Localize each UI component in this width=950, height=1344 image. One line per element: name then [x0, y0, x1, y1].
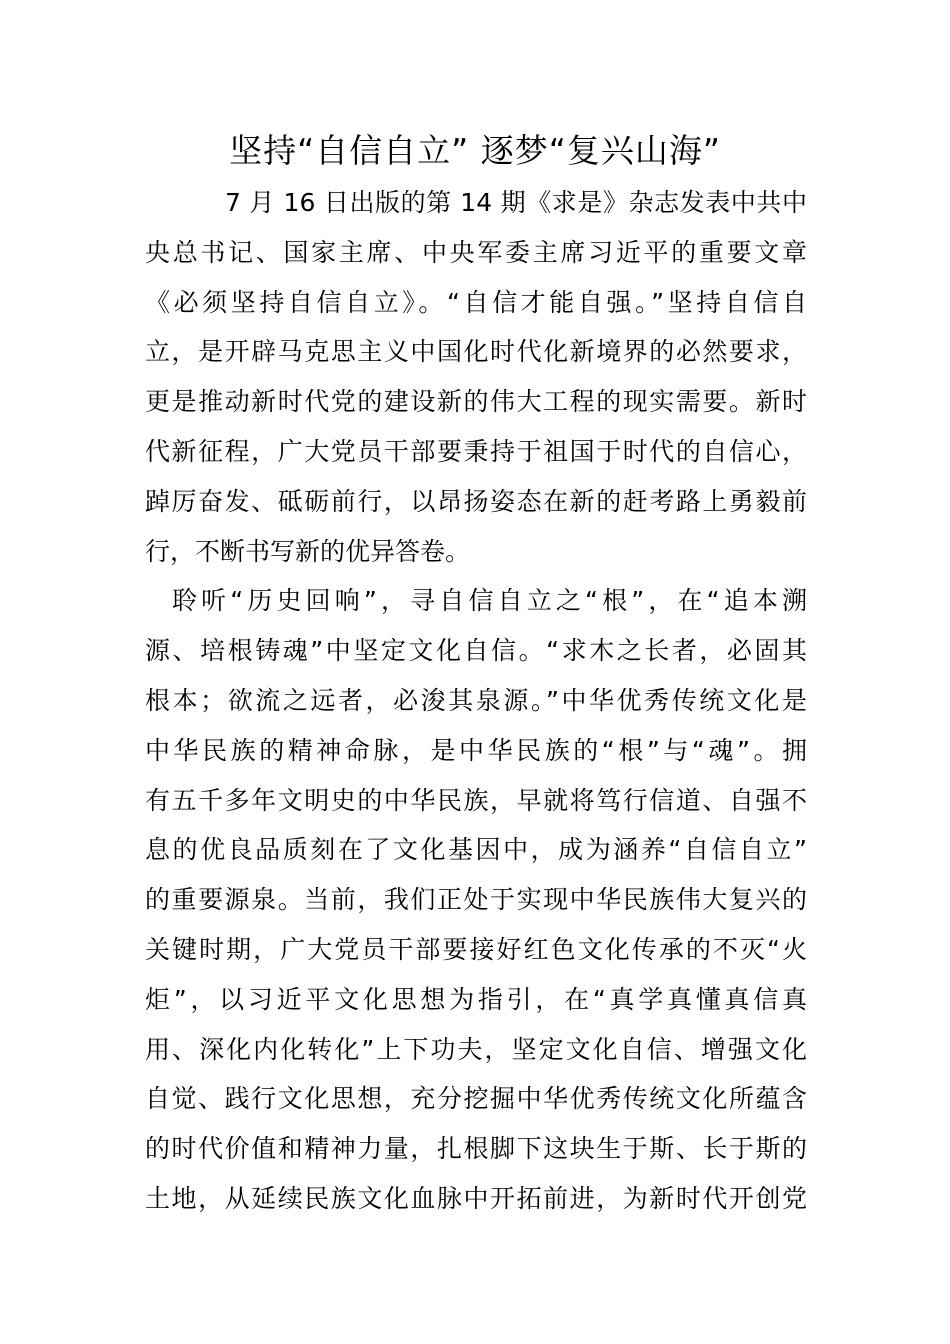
- paragraph-1: [145, 178, 807, 576]
- document-title: 坚持“自信自立” 逐梦“复兴山海”: [229, 131, 721, 170]
- text-line: 7 月 16 日出版的第 14 期《求是》杂志发表中共中: [225, 188, 807, 217]
- text-line: 代新征程，广大党员干部要秉持于祖国于时代的自信心，: [145, 436, 807, 466]
- text-line: 关键时期，广大党员干部要接好红色文化传承的不灭“火: [145, 934, 807, 964]
- text-line: 的重要源泉。当前，我们正处于实现中华民族伟大复兴的: [145, 885, 807, 915]
- text-line: 行，不断书写新的优异答卷。: [145, 536, 471, 566]
- text-line: 自觉、践行文化思想，充分挖掘中华优秀传统文化所蕴含: [145, 1084, 807, 1114]
- text-line: 央总书记、国家主席、中央军委主席习近平的重要文章: [145, 237, 807, 267]
- text-line: 根本；欲流之远者，必浚其泉源。”中华优秀传统文化是: [145, 685, 807, 715]
- paragraph-2: [145, 576, 807, 1223]
- text-line: 更是推动新时代党的建设新的伟大工程的现实需要。新时: [145, 387, 807, 417]
- text-line: 的时代价值和精神力量，扎根脚下这块生于斯、长于斯的: [145, 1134, 807, 1164]
- text-line: 炬”，以习近平文化思想为指引，在“真学真懂真信真: [145, 984, 807, 1014]
- text-line: 土地，从延续民族文化血脉中开拓前进，为新时代开创党: [145, 1183, 807, 1213]
- text-line: 聆听“历史回响”，寻自信自立之“根”，在“追本溯: [172, 586, 807, 616]
- text-line: 踔厉奋发、砥砺前行，以昂扬姿态在新的赶考路上勇毅前: [145, 486, 807, 516]
- text-line: 中华民族的精神命脉，是中华民族的“根”与“魂”。拥: [145, 735, 807, 765]
- document-body: [145, 178, 807, 1224]
- text-line: 有五千多年文明史的中华民族，早就将笃行信道、自强不: [145, 785, 807, 815]
- text-line: 息的优良品质刻在了文化基因中，成为涵养“自信自立”: [145, 835, 807, 865]
- text-line: 用、深化内化转化”上下功夫，坚定文化自信、增强文化: [145, 1034, 807, 1064]
- text-line: 《必须坚持自信自立》。“自信才能自强。”坚持自信自: [145, 287, 807, 317]
- text-line: 源、培根铸魂”中坚定文化自信。“求木之长者，必固其: [145, 636, 807, 666]
- text-line: 立，是开辟马克思主义中国化时代化新境界的必然要求，: [145, 337, 807, 367]
